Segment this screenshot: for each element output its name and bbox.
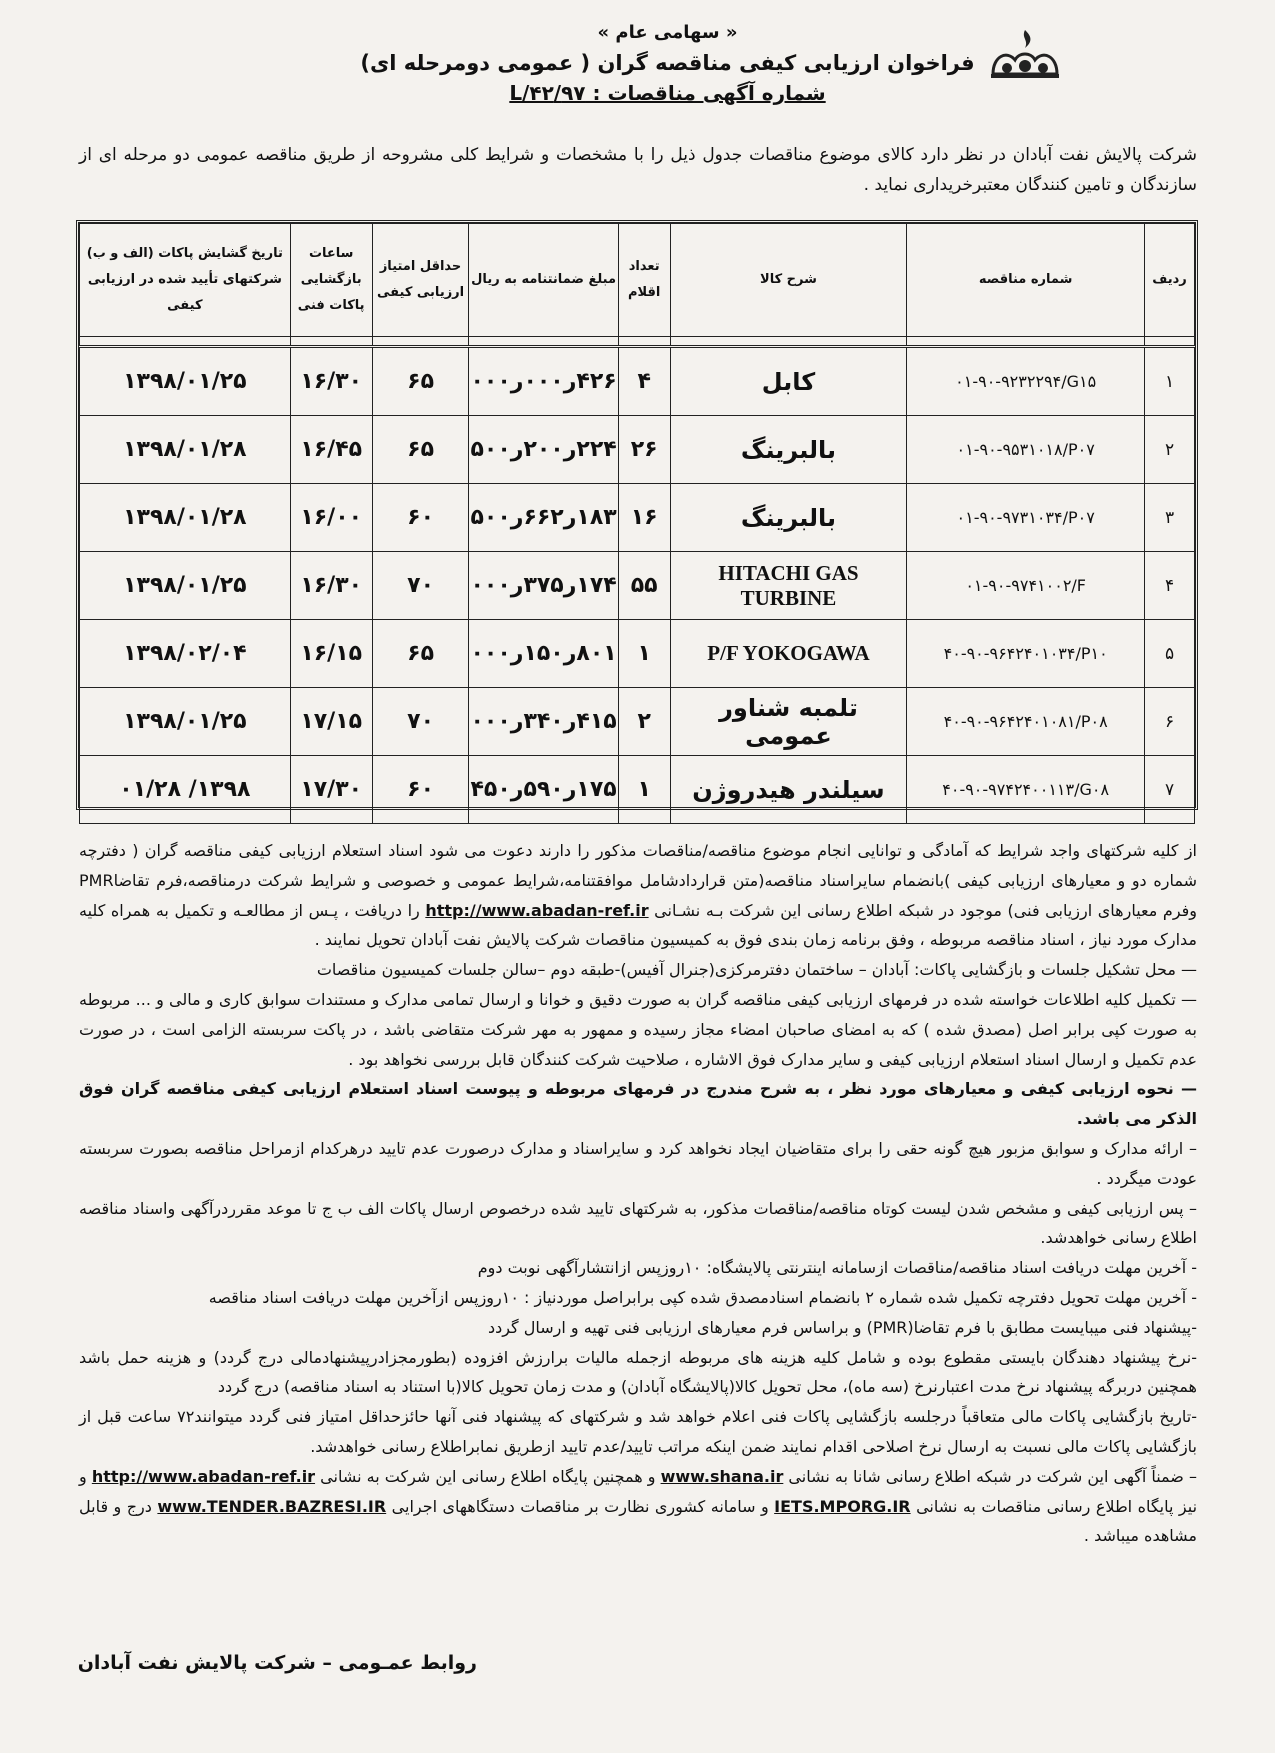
invitation-text-a: از کلیه شرکتهای واجد شرایط که آمادگی و توانایی انجام موضوع مناقصه/مناقصات مذکور را دارند دعوت می شود اسناد استعلام ارزیابی کیفی مناقصه گران ( دفترچه شماره دو و معیارهای ارزیابی کیفی )بانضمام سایراسناد مناقصه(متن قراردادشامل موافقتنامه،شرایط عمومی و خصوصی و شرایط شرکت درمناقصه،فرم تقاضاPMR وفرم معیارهای ارزیابی فنی) موجود در شبکه اطلاع رسانی این شرکت بـه نشـانی xyxy=(79,841,1198,920)
invitation-paragraph xyxy=(79,836,1197,955)
cell-min-score: ۶۵ xyxy=(372,347,469,416)
cell-opening-time: ۱۶/۱۵ xyxy=(290,620,372,688)
cell-count: ۱۶ xyxy=(618,484,670,552)
cell-opening-time: ۱۶/۴۵ xyxy=(290,416,372,484)
table-separator xyxy=(80,337,1195,347)
cell-opening-time: ۱۷/۱۵ xyxy=(290,688,372,756)
pricing-note: -نرخ پیشنهاد دهندگان بایستی مقطوع بوده و شامل کلیه هزینه های مربوطه ازجمله مالیات برارزش افزوده (بطورمجزادرپیشنهادمالی درج گردد) و هزینه حمل باشد همچنین دربرگه پیشنهاد نرخ مدت اعتبارنرخ (سه ماه)، محل تحویل کالا(پالایشگاه آبادان) و مدت زمان تحویل کالا(با استناد به اسناد مناقصه) درج گردد xyxy=(79,1347,1197,1397)
publication-text-c: و نیز پایگاه اطلاع رسانی مناقصات به نشانی xyxy=(79,1466,1198,1516)
notice-body xyxy=(79,836,1197,1551)
cell-opening-date: ۱۳۹۸/۰۱/۲۵ xyxy=(80,688,291,756)
meeting-location: — محل تشکیل جلسات و بازگشایی پاکات: آبادان – ساختمان دفترمرکزی(جنرال آفیس)-طبقه دوم –سالن جلسات کمیسیون مناقصات xyxy=(316,960,1197,980)
table-row xyxy=(80,484,1195,552)
cell-min-score: ۶۵ xyxy=(372,416,469,484)
header-count: تعداد اقلام xyxy=(618,224,670,337)
table-row xyxy=(80,756,1195,824)
cell-count: ۱ xyxy=(618,620,670,688)
cell-min-score: ۷۰ xyxy=(372,552,469,620)
cell-opening-time: ۱۶/۳۰ xyxy=(290,347,372,416)
cell-tender-no: ۴۰-۹۰-۹۶۴۲۴۰۱۰۸۱/P۰۸ xyxy=(907,688,1145,756)
cell-radif: ۷ xyxy=(1145,756,1195,824)
notice-title: فراخوان ارزیابی کیفی مناقصه گران ( عمومی دومرحله ای) xyxy=(360,51,975,75)
notice-number: شماره آگهی مناقصات : ۹۷/L/۴۲ xyxy=(509,81,826,105)
documents-rights-note: – ارائه مدارک و سوابق مزبور هیچ گونه حقی را برای متقاضیان ایجاد نخواهد کرد و سایراسناد و مدارک درصورت عدم تایید درهرکدام ازمراحل مناقصه بصورت سربسته عودت میگردد . xyxy=(79,1138,1197,1188)
table-row xyxy=(80,688,1195,756)
cell-count: ۱ xyxy=(618,756,670,824)
cell-opening-date: ۱۳۹۸/۰۱/۲۵ xyxy=(80,347,291,416)
cell-radif: ۵ xyxy=(1145,620,1195,688)
cell-opening-time: ۱۶/۰۰ xyxy=(290,484,372,552)
cell-radif: ۳ xyxy=(1145,484,1195,552)
cell-min-score: ۶۵ xyxy=(372,620,469,688)
abadan-ref-link[interactable]: http://www.abadan-ref.ir xyxy=(425,900,649,920)
cell-radif: ۶ xyxy=(1145,688,1195,756)
table-row xyxy=(80,416,1195,484)
cell-guarantee: ۸۰۱ر۱۵۰ر۰۰۰ xyxy=(469,620,618,688)
abadan-ref-link-2[interactable]: http://www.abadan-ref.ir xyxy=(91,1466,316,1486)
deadline-submission-note: - آخرین مهلت تحویل دفترچه تکمیل شده شماره ۲ بانضمام اسنادمصدق شده کپی برابراصل موردنیاز : ۱۰روزپس ازآخرین مهلت دریافت اسناد مناقصه xyxy=(208,1287,1197,1307)
cell-tender-no: ۰۱-۹۰-۹۷۳۱۰۳۴/P۰۷ xyxy=(907,484,1145,552)
cell-description: HITACHI GAS TURBINE xyxy=(670,552,907,620)
cell-radif: ۲ xyxy=(1145,416,1195,484)
cell-opening-date: ۱۳۹۸/۰۱/۲۵ xyxy=(80,552,291,620)
deadline-download-note: - آخرین مهلت دریافت اسناد مناقصه/مناقصات ازسامانه اینترنتی پالایشگاه: ۱۰روزپس ازانتشارآگهی نوبت دوم xyxy=(477,1258,1197,1278)
publication-text-d: و سامانه کشوری نظارت بر مناقصات دستگاههای اجرایی xyxy=(391,1496,769,1516)
cell-description: کابل xyxy=(670,347,907,416)
shana-link[interactable]: www.shana.ir xyxy=(660,1466,784,1486)
header-tender-no: شماره مناقصه xyxy=(907,224,1145,337)
cell-opening-date: ۱۳۹۸/۰۲/۰۴ xyxy=(80,620,291,688)
cell-tender-no: ۴۰-۹۰-۹۶۴۲۴۰۱۰۳۴/P۱۰ xyxy=(907,620,1145,688)
financial-opening-note: -تاریخ بازگشایی پاکات مالی متعاقباً درجلسه بازگشایی پاکات فنی اعلام خواهد شد و شرکتهای که پیشنهاد فنی آنها حائزحداقل امتیاز فنی گردد میتوانند۷۲ ساعت قبل از بازگشایی پاکات مالی نسبت به ارسال نرخ اصلاحی اقدام نمایند ضمن اینکه مراتب تایید/عدم تایید ازطریق نمابراطلاع رسانی خواهدشد. xyxy=(79,1407,1197,1456)
header-guarantee: مبلغ ضمانتنامه به ریال xyxy=(469,224,618,337)
technical-proposal-note: -پیشنهاد فنی میبایست مطابق با فرم تقاضا(PMR) و براساس فرم معیارهای ارزیابی فنی تهیه و ارسال گردد xyxy=(487,1317,1197,1337)
cell-min-score: ۶۰ xyxy=(372,484,469,552)
header-radif: ردیف xyxy=(1145,224,1195,337)
form-completion-note: — تکمیل کلیه اطلاعات خواسته شده در فرمهای ارزیابی کیفی مناقصه گران به صورت دقیق و خوانا و ارسال تمامی مدارک و مستندات سوابق کاری و مالی و ... مربوطه به صورت کپی برابر اصل (مصدق شده ) که به امضای صاحبان امضاء مجاز رسیده و ممهور به مهر شرکت متقاضی باشد ، در پاکت سربسته الزامی است ، در صورت عدم تکمیل و ارسال اسناد استعلام ارزیابی کیفی و سایر مدارک فوق الاشاره ، صلاحیت شرکت کنندگان قابل بررسی نخواهد بود . xyxy=(79,989,1197,1069)
cell-guarantee: ۴۱۵ر۳۴۰ر۰۰۰ xyxy=(469,688,618,756)
iets-link[interactable]: IETS.MPORG.IR xyxy=(774,1496,911,1516)
header-opening-time: ساعات بازگشایی پاکات فنی xyxy=(290,224,372,337)
cell-guarantee: ۱۷۵ر۵۹۰ر۴۵۰ xyxy=(469,756,618,824)
cell-tender-no: ۴۰-۹۰-۹۷۴۲۴۰۰۱۱۳/G۰۸ xyxy=(907,756,1145,824)
short-list-note: – پس ارزیابی کیفی و مشخص شدن لیست کوتاه مناقصه/مناقصات مذکور، به شرکتهای تایید شده درخصوص ارسال پاکات الف ب ج تا موعد مقرردرآگهی واسناد مناقصه اطلاع رسانی خواهدشد. xyxy=(79,1198,1197,1248)
cell-guarantee: ۱۷۴ر۳۷۵ر۰۰۰ xyxy=(469,552,618,620)
tender-bazresi-link[interactable]: www.TENDER.BAZRESI.IR xyxy=(157,1496,387,1516)
cell-min-score: ۷۰ xyxy=(372,688,469,756)
cell-count: ۵۵ xyxy=(618,552,670,620)
cell-description: بالبرینگ xyxy=(670,416,907,484)
publication-text-e: درج و قابل مشاهده میباشد . xyxy=(79,1496,1197,1546)
publication-note xyxy=(79,1462,1197,1551)
cell-count: ۲۶ xyxy=(618,416,670,484)
cell-opening-time: ۱۶/۳۰ xyxy=(290,552,372,620)
company-type: « سهامی عام » xyxy=(597,22,738,43)
cell-opening-date: ۱۳۹۸/۰۱/۲۸ xyxy=(80,416,291,484)
cell-guarantee: ۴۲۶ر۰۰۰ر۰۰۰ xyxy=(469,347,618,416)
header-opening-date: تاریخ گشایش پاکات (الف و ب) شرکتهای تأیید شده در ارزیابی کیفی xyxy=(80,224,291,337)
cell-description: سیلندر هیدروژن xyxy=(670,756,907,824)
cell-count: ۴ xyxy=(618,347,670,416)
cell-opening-date: ۱۳۹۸/۰۱/۲۸ xyxy=(80,484,291,552)
cell-tender-no: ۰۱-۹۰-۹۷۴۱۰۰۲/F xyxy=(907,552,1145,620)
cell-description: بالبرینگ xyxy=(670,484,907,552)
intro-paragraph: شرکت پالایش نفت آبادان در نظر دارد کالای موضوع مناقصات جدول ذیل را با مشخصات و شرایط کلی مشروحه از طریق مناقصه عمومی دو مرحله ای از سازندگان و تامین کنندگان معتبرخریداری نماید . xyxy=(79,145,1197,195)
table-row xyxy=(80,620,1195,688)
table-row xyxy=(80,552,1195,620)
cell-description: P/F YOKOGAWA xyxy=(670,620,907,688)
cell-description: تلمبه شناور عمومی xyxy=(670,688,907,756)
cell-radif: ۱ xyxy=(1145,347,1195,416)
cell-guarantee: ۲۲۴ر۲۰۰ر۵۰۰ xyxy=(469,416,618,484)
cell-min-score: ۶۰ xyxy=(372,756,469,824)
tender-table xyxy=(76,220,1198,810)
publication-text-b: و همچنین پایگاه اطلاع رسانی این شرکت به نشانی xyxy=(320,1466,656,1486)
cell-tender-no: ۰۱-۹۰-۹۵۳۱۰۱۸/P۰۷ xyxy=(907,416,1145,484)
header-min-score: حداقل امتیاز ارزیابی کیفی xyxy=(372,224,469,337)
notice-header xyxy=(0,22,1275,105)
cell-radif: ۴ xyxy=(1145,552,1195,620)
table-header-row xyxy=(80,224,1195,337)
publication-text-a: – ضمناً آگهی این شرکت در شبکه اطلاع رسانی شانا به نشانی xyxy=(788,1466,1197,1486)
table-row xyxy=(80,347,1195,416)
evaluation-method-note: — نحوه ارزیابی کیفی و معیارهای مورد نظر ، به شرح مندرج در فرمهای مربوطه و پیوست اسناد استعلام ارزیابی کیفی مناقصه گران فوق الذکر می باشد. xyxy=(79,1079,1197,1129)
header-description: شرح کالا xyxy=(670,224,907,337)
cell-tender-no: ۰۱-۹۰-۹۲۳۲۲۹۴/G۱۵ xyxy=(907,347,1145,416)
cell-opening-date: ۱۳۹۸/ ۰۱/۲۸ xyxy=(80,756,291,824)
cell-opening-time: ۱۷/۳۰ xyxy=(290,756,372,824)
footer-signature: روابط عمـومی – شرکت پالایش نفت آبادان xyxy=(77,1652,477,1674)
cell-guarantee: ۱۸۳ر۶۶۲ر۵۰۰ xyxy=(469,484,618,552)
cell-count: ۲ xyxy=(618,688,670,756)
invitation-text-b: را دریافت ، پـس از مطالعـه و تکمیل به همراه کلیه مدارک مورد نیاز ، اسناد مناقصه مربوطه ، وفق برنامه زمان بندی فوق به کمیسیون مناقصات شرکت پالایش نفت آبادان تحویل نمایند . xyxy=(79,900,1197,950)
